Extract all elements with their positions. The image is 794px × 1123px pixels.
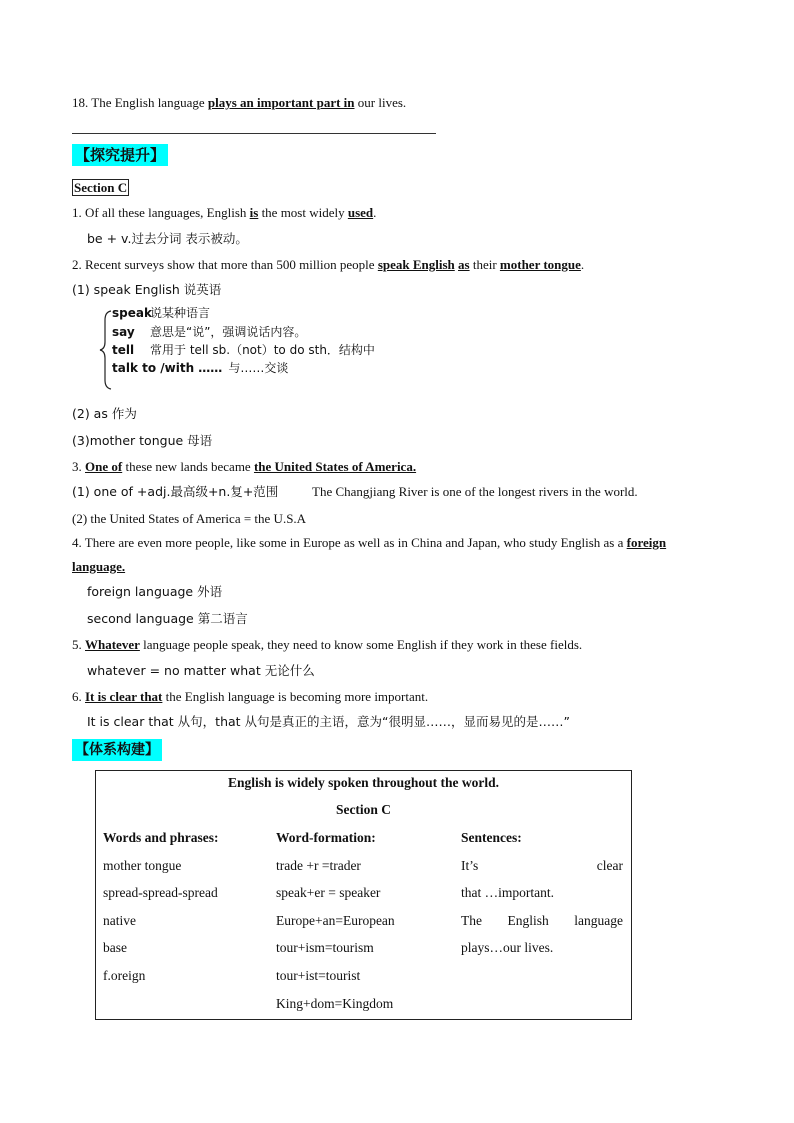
item-text: 6. xyxy=(72,689,85,704)
item-text: . xyxy=(373,205,377,220)
section-title xyxy=(72,179,129,197)
list-item: King+dom=Kingdom xyxy=(276,996,394,1011)
list-item: mother tongue xyxy=(103,858,182,873)
key-phrase: One of xyxy=(85,459,123,474)
list-item: speak+er = speaker xyxy=(276,885,381,900)
item-text: the most widely xyxy=(258,205,348,220)
sentence-text: 18. The English language xyxy=(72,95,208,110)
explore-badge: 【探究提升】 xyxy=(72,144,168,166)
verb-meaning: 说某种语言 xyxy=(150,306,211,320)
item-5-note: whatever = no matter what 无论什么 xyxy=(87,663,315,678)
col1-head: Words and phrases: xyxy=(103,830,219,845)
table-section: Section C xyxy=(335,802,392,817)
verb-row xyxy=(112,323,306,341)
word: It’s xyxy=(461,858,479,873)
key-word: language. xyxy=(72,559,126,574)
item-3 xyxy=(72,458,416,476)
system-badge: 【体系构建】 xyxy=(72,739,162,761)
sentence-line xyxy=(461,912,623,930)
item-text: 3. xyxy=(72,459,85,474)
item-4 xyxy=(72,534,666,552)
item-3-sub-1: (1) one of +adj.最高级+n.复+范围 xyxy=(72,484,279,499)
sentence-18 xyxy=(72,94,406,112)
item-6-note: It is clear that 从句，that 从句是真正的主语，意为“很明显……，显而易见的是……” xyxy=(87,714,570,729)
col2-head: Word-formation: xyxy=(276,830,376,845)
key-phrase: plays an important part in xyxy=(207,95,355,110)
item-text: the English language is becoming more important. xyxy=(162,689,429,704)
item-text: . xyxy=(580,257,585,272)
key-word: Whatever xyxy=(85,637,140,652)
item-3-sub-2: (2) the United States of America = the U.S.A xyxy=(72,511,307,526)
item-4-cont xyxy=(72,558,125,576)
section-label: Section C xyxy=(74,180,128,195)
verb-meaning: 意思是“说”，强调说话内容。 xyxy=(150,325,307,339)
verb-row xyxy=(112,304,210,322)
list-item: native xyxy=(103,913,136,928)
verb-word: talk to /with …… xyxy=(112,361,223,375)
list-item: tour+ist=tourist xyxy=(276,968,361,983)
divider xyxy=(72,133,436,134)
verb-word: say xyxy=(112,325,135,339)
item-text: 5. xyxy=(72,637,85,652)
word: The xyxy=(461,913,482,928)
verb-word: tell xyxy=(112,343,135,357)
item-6 xyxy=(72,688,428,706)
verb-word: speak xyxy=(112,306,152,320)
word: English xyxy=(507,913,549,928)
sentence-text: our lives. xyxy=(354,95,407,110)
left-brace-icon xyxy=(99,310,113,390)
verb-row xyxy=(112,359,288,377)
list-item: base xyxy=(103,940,127,955)
verb-meaning: 常用于 tell sb.（not）to do sth．结构中 xyxy=(150,343,375,357)
key-phrase: It is clear that xyxy=(85,689,163,704)
item-text: 2. Recent surveys show that more than 500 million people xyxy=(72,257,378,272)
key-word: is xyxy=(249,205,259,220)
item-3-example: The Changjiang River is one of the longest rivers in the world. xyxy=(312,484,638,499)
word: clear xyxy=(596,858,623,873)
key-phrase: the United States of America. xyxy=(253,459,417,474)
key-word: used xyxy=(347,205,374,220)
summary-table xyxy=(95,770,632,1020)
item-text: 1. Of all these languages, English xyxy=(72,205,250,220)
verb-row xyxy=(112,341,375,359)
sentence-line: that …important. xyxy=(461,885,554,900)
table-title: English is widely spoken throughout the world. xyxy=(228,775,499,790)
item-5 xyxy=(72,636,582,654)
key-word: as xyxy=(458,257,470,272)
item-text: 4. There are even more people, like some in Europe as well as in China and Japan, who study English as a xyxy=(72,535,627,550)
item-1 xyxy=(72,204,376,222)
item-4-note-2: second language 第二语言 xyxy=(87,611,248,626)
key-word: foreign xyxy=(626,535,667,550)
sentence-line: plays…our lives. xyxy=(461,940,554,955)
item-2-sub-3: (3)mother tongue 母语 xyxy=(72,433,213,448)
list-item: f.oreign xyxy=(103,968,146,983)
item-4-note-1: foreign language 外语 xyxy=(87,584,223,599)
list-item: trade +r =trader xyxy=(276,858,361,873)
list-item: spread-spread-spread xyxy=(103,885,218,900)
list-item: Europe+an=European xyxy=(276,913,395,928)
word: language xyxy=(574,913,623,928)
item-2-sub-1: (1) speak English 说英语 xyxy=(72,282,222,297)
item-text: their xyxy=(469,257,500,272)
item-1-note: be + v.过去分词 表示被动。 xyxy=(87,231,248,246)
item-2-sub-2: (2) as 作为 xyxy=(72,406,137,421)
item-2 xyxy=(72,256,584,274)
col3-head: Sentences: xyxy=(461,830,522,845)
list-item: tour+ism=tourism xyxy=(276,940,374,955)
key-phrase: mother tongue xyxy=(499,257,581,272)
verb-meaning: 与……交谈 xyxy=(228,361,289,375)
item-text: these new lands became xyxy=(122,459,254,474)
sentence-line xyxy=(461,857,623,875)
key-phrase: speak English xyxy=(377,257,455,272)
item-text: language people speak, they need to know some English if they work in these fields. xyxy=(139,637,583,652)
